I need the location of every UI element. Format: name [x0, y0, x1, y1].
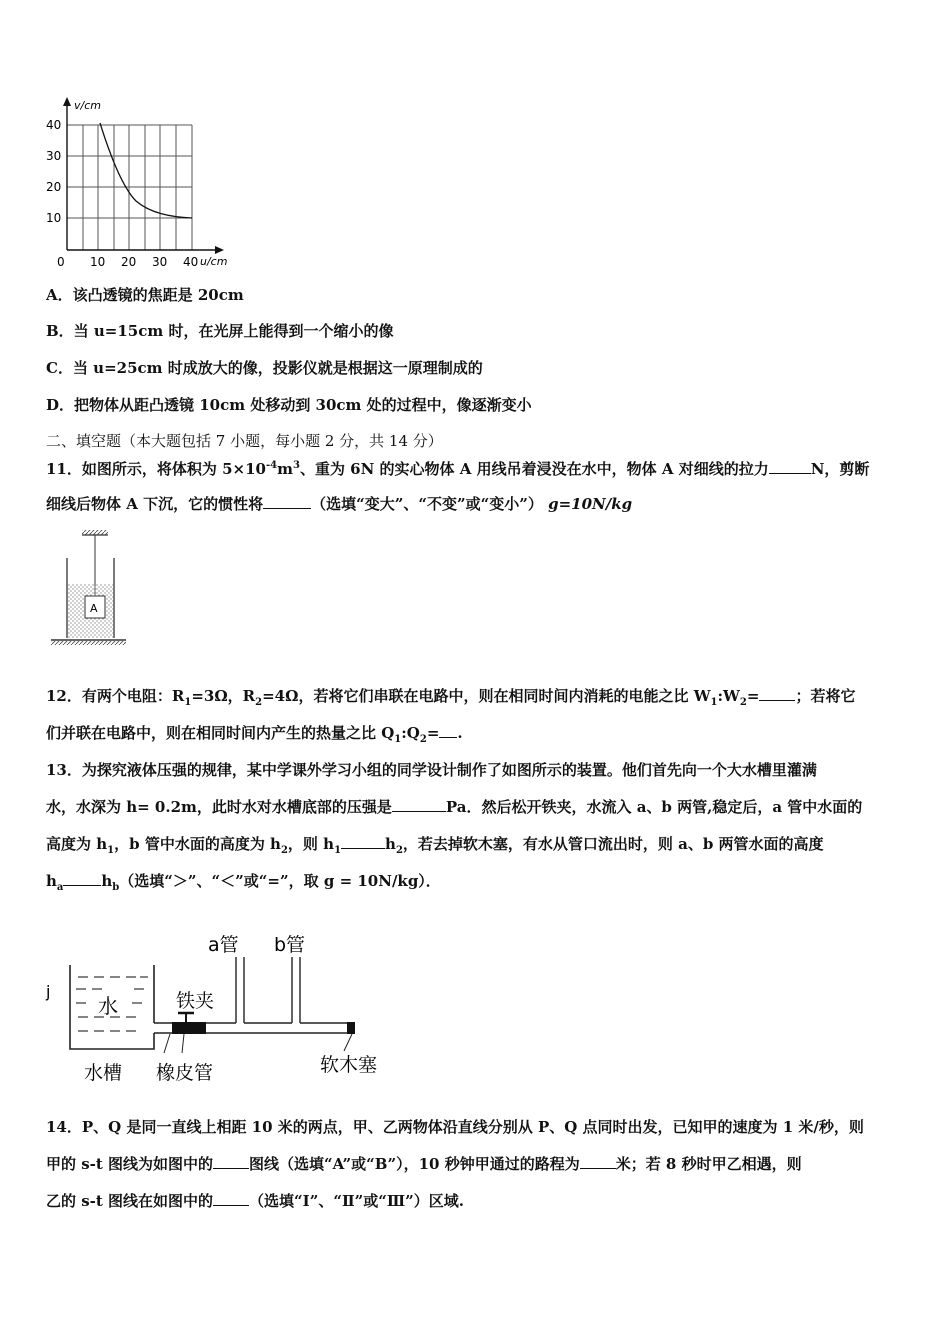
y-tick: 20	[46, 180, 62, 194]
cork	[347, 1022, 355, 1034]
edge-mark: j	[46, 982, 51, 1001]
water-label: 水	[98, 994, 118, 1018]
answer-blank[interactable]	[439, 723, 457, 738]
y-tick: 40	[46, 118, 62, 132]
option-d: D．把物体从距凸透镜 10cm 处移动到 30cm 处的过程中，像逐渐变小	[46, 396, 532, 414]
clamp-label: 铁夹	[176, 990, 215, 1012]
answer-blank[interactable]	[341, 834, 385, 849]
answer-blank[interactable]	[769, 459, 811, 474]
tank-label: 水槽	[84, 1062, 123, 1084]
q14-line3: 乙的 s-t 图线在如图中的 （选填“Ⅰ”、“Ⅱ”或“Ⅲ”）区域.	[46, 1192, 464, 1210]
q13-line4: $h_a$ $h_b$（选填“＞”、“＜”或“=”，取 g = 10N/kg）．	[46, 872, 441, 893]
answer-blank[interactable]	[213, 1154, 249, 1169]
q14-line2: 甲的 s-t 图线为如图中的 图线（选填“A”或“B”），10 秒钟甲通过的路程为 米；若 8 秒时甲乙相遇，则	[46, 1155, 802, 1173]
x-tick: 30	[152, 255, 168, 269]
option-c: C．当 u=25cm 时成放大的像，投影仪就是根据这一原理制成的	[46, 359, 483, 377]
lens-graph	[40, 95, 270, 275]
y-tick: 10	[46, 211, 62, 225]
x-tick: 10	[90, 255, 106, 269]
q12-line2: 们并联在电路中，则在相同时间内产生的热量之比 $Q_1:Q_2=$ .	[46, 724, 463, 745]
q13-line1: 13．为探究液体压强的规律，某中学课外学习小组的同学设计制作了如图所示的装置。他们首先向一个大水槽里灌满	[46, 761, 817, 779]
y-tick: 30	[46, 149, 62, 163]
answer-blank[interactable]	[213, 1191, 249, 1206]
rubber-tube-label: 橡皮管	[156, 1062, 214, 1084]
rubber-tube	[172, 1022, 206, 1034]
answer-blank[interactable]	[392, 797, 446, 812]
q12-line1: 12．有两个电阻：$R_1=3\Omega$，$R_2=4\Omega$，若将它们串联在电路中，则在相同时间内消耗的电能之比 $W_1:W_2=$ ；若将它	[46, 687, 856, 708]
y-axis-label: v/cm	[74, 99, 101, 112]
answer-blank[interactable]	[263, 494, 311, 509]
q13-line3: 高度为 $h_1$，b 管中水面的高度为 $h_2$，则 $h_1$ $h_2$，若去掉软木塞，有水从管口流出时，则 a、b 两管水面的高度	[46, 835, 824, 856]
water-tank-figure	[44, 925, 414, 1090]
answer-blank[interactable]	[580, 1154, 616, 1169]
a-tube-label: a管	[208, 934, 239, 956]
cork-label: 软木塞	[320, 1054, 378, 1076]
x-axis-label: u/cm	[200, 255, 228, 268]
q13-line2: 水，水深为 h= 0.2m，此时水对水槽底部的压强是 Pa．然后松开铁夹，水流入 a、b 两管,稳定后，a 管中水面的	[46, 798, 863, 816]
x-tick: 20	[121, 255, 137, 269]
hanging-block-figure	[48, 528, 128, 653]
q11-line2: 细线后物体 A 下沉，它的惯性将 （选填“变大”、“不变”或“变小”） g=10N/kg	[46, 495, 633, 513]
b-tube-label: b管	[274, 934, 306, 956]
block-a-label: A	[90, 602, 98, 615]
q14-line1: 14．P、Q 是同一直线上相距 10 米的两点，甲、乙两物体沿直线分别从 P、Q 点同时出发，已知甲的速度为 1 米/秒，则	[46, 1118, 864, 1136]
answer-blank[interactable]	[759, 686, 795, 701]
option-a: A．该凸透镜的焦距是 20cm	[46, 286, 244, 304]
x-tick: 40	[183, 255, 199, 269]
x-tick: 0	[57, 255, 65, 269]
answer-blank[interactable]	[63, 871, 101, 886]
section-title: 二、填空题（本大题包括 7 小题，每小题 2 分，共 14 分）	[46, 432, 443, 450]
option-b: B．当 u=15cm 时，在光屏上能得到一个缩小的像	[46, 322, 394, 340]
q11-line1: 11．如图所示，将体积为 $5\times 10^{-4}m^3$、重为 6N 的实心物体 A 用线吊着浸没在水中，物体 A 对细线的拉力 N，剪断	[46, 460, 870, 478]
